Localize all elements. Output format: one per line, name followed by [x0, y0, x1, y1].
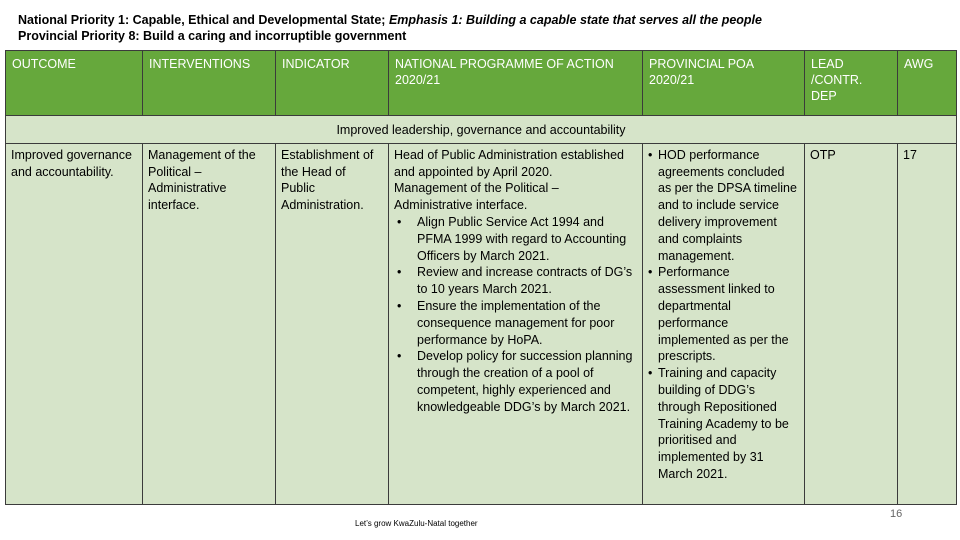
page-number: 16	[890, 508, 903, 520]
national-priority-text: National Priority 1: Capable, Ethical and Developmental State;	[18, 13, 389, 27]
lead-dep-cell: OTP	[805, 143, 898, 504]
footer-tagline: Let’s grow KwaZulu-Natal together	[355, 519, 478, 528]
list-item: • Ensure the implementation of the consequence management for poor performance by HoPA.	[417, 298, 637, 348]
header-outcome: OUTCOME	[6, 51, 143, 116]
national-priority-line	[18, 12, 762, 28]
npoa-intro-1: Head of Public Administration established and appointed by April 2020.	[394, 147, 624, 179]
ppoa-bullet-list	[648, 147, 799, 483]
table-row	[6, 143, 957, 504]
section-band: Improved leadership, governance and accountability	[6, 116, 957, 144]
outcome-cell: Improved governance and accountability.	[6, 143, 143, 504]
header-awg: AWG	[898, 51, 957, 116]
list-item: • Align Public Service Act 1994 and PFMA 1999 with regard to Accounting Officers by March 2021.	[417, 214, 637, 264]
national-poa-cell	[389, 143, 643, 504]
header-provincial-poa: PROVINCIAL POA 2020/21	[643, 51, 805, 116]
section-band-row	[6, 116, 957, 144]
awg-cell: 17	[898, 143, 957, 504]
npoa-intro-2: Management of the Political – Administrative interface.	[394, 181, 559, 213]
emphasis-text: Emphasis 1: Building a capable state that serves all the people	[388, 13, 762, 27]
npoa-bullet-list	[394, 214, 637, 416]
list-item: • Performance assessment linked to departmental performance implemented as per the prescripts.	[658, 264, 799, 365]
header-row	[6, 51, 957, 116]
intervention-cell: Management of the Political – Administrative interface.	[143, 143, 276, 504]
header-indicator: INDICATOR	[276, 51, 389, 116]
list-item: • Review and increase contracts of DG’s to 10 years March 2021.	[417, 264, 637, 298]
list-item: • HOD performance agreements concluded as per the DPSA timeline and to include service delivery improvement and complaints management.	[658, 147, 799, 265]
indicator-cell: Establishment of the Head of Public Administration.	[276, 143, 389, 504]
slide-heading	[18, 12, 762, 44]
list-item: • Develop policy for succession planning through the creation of a pool of competent, highly experienced and knowledgeable DDG’s by March 2021.	[417, 348, 637, 415]
header-national-poa: NATIONAL PROGRAMME OF ACTION 2020/21	[389, 51, 643, 116]
programme-table	[5, 50, 957, 505]
provincial-poa-cell	[643, 143, 805, 504]
provincial-priority-line: Provincial Priority 8: Build a caring and incorruptible government	[18, 29, 407, 43]
list-item: • Training and capacity building of DDG’s through Repositioned Training Academy to be prioritised and implemented by 31 March 2021.	[658, 365, 799, 483]
header-interventions: INTERVENTIONS	[143, 51, 276, 116]
header-lead-dep: LEAD /CONTR. DEP	[805, 51, 898, 116]
